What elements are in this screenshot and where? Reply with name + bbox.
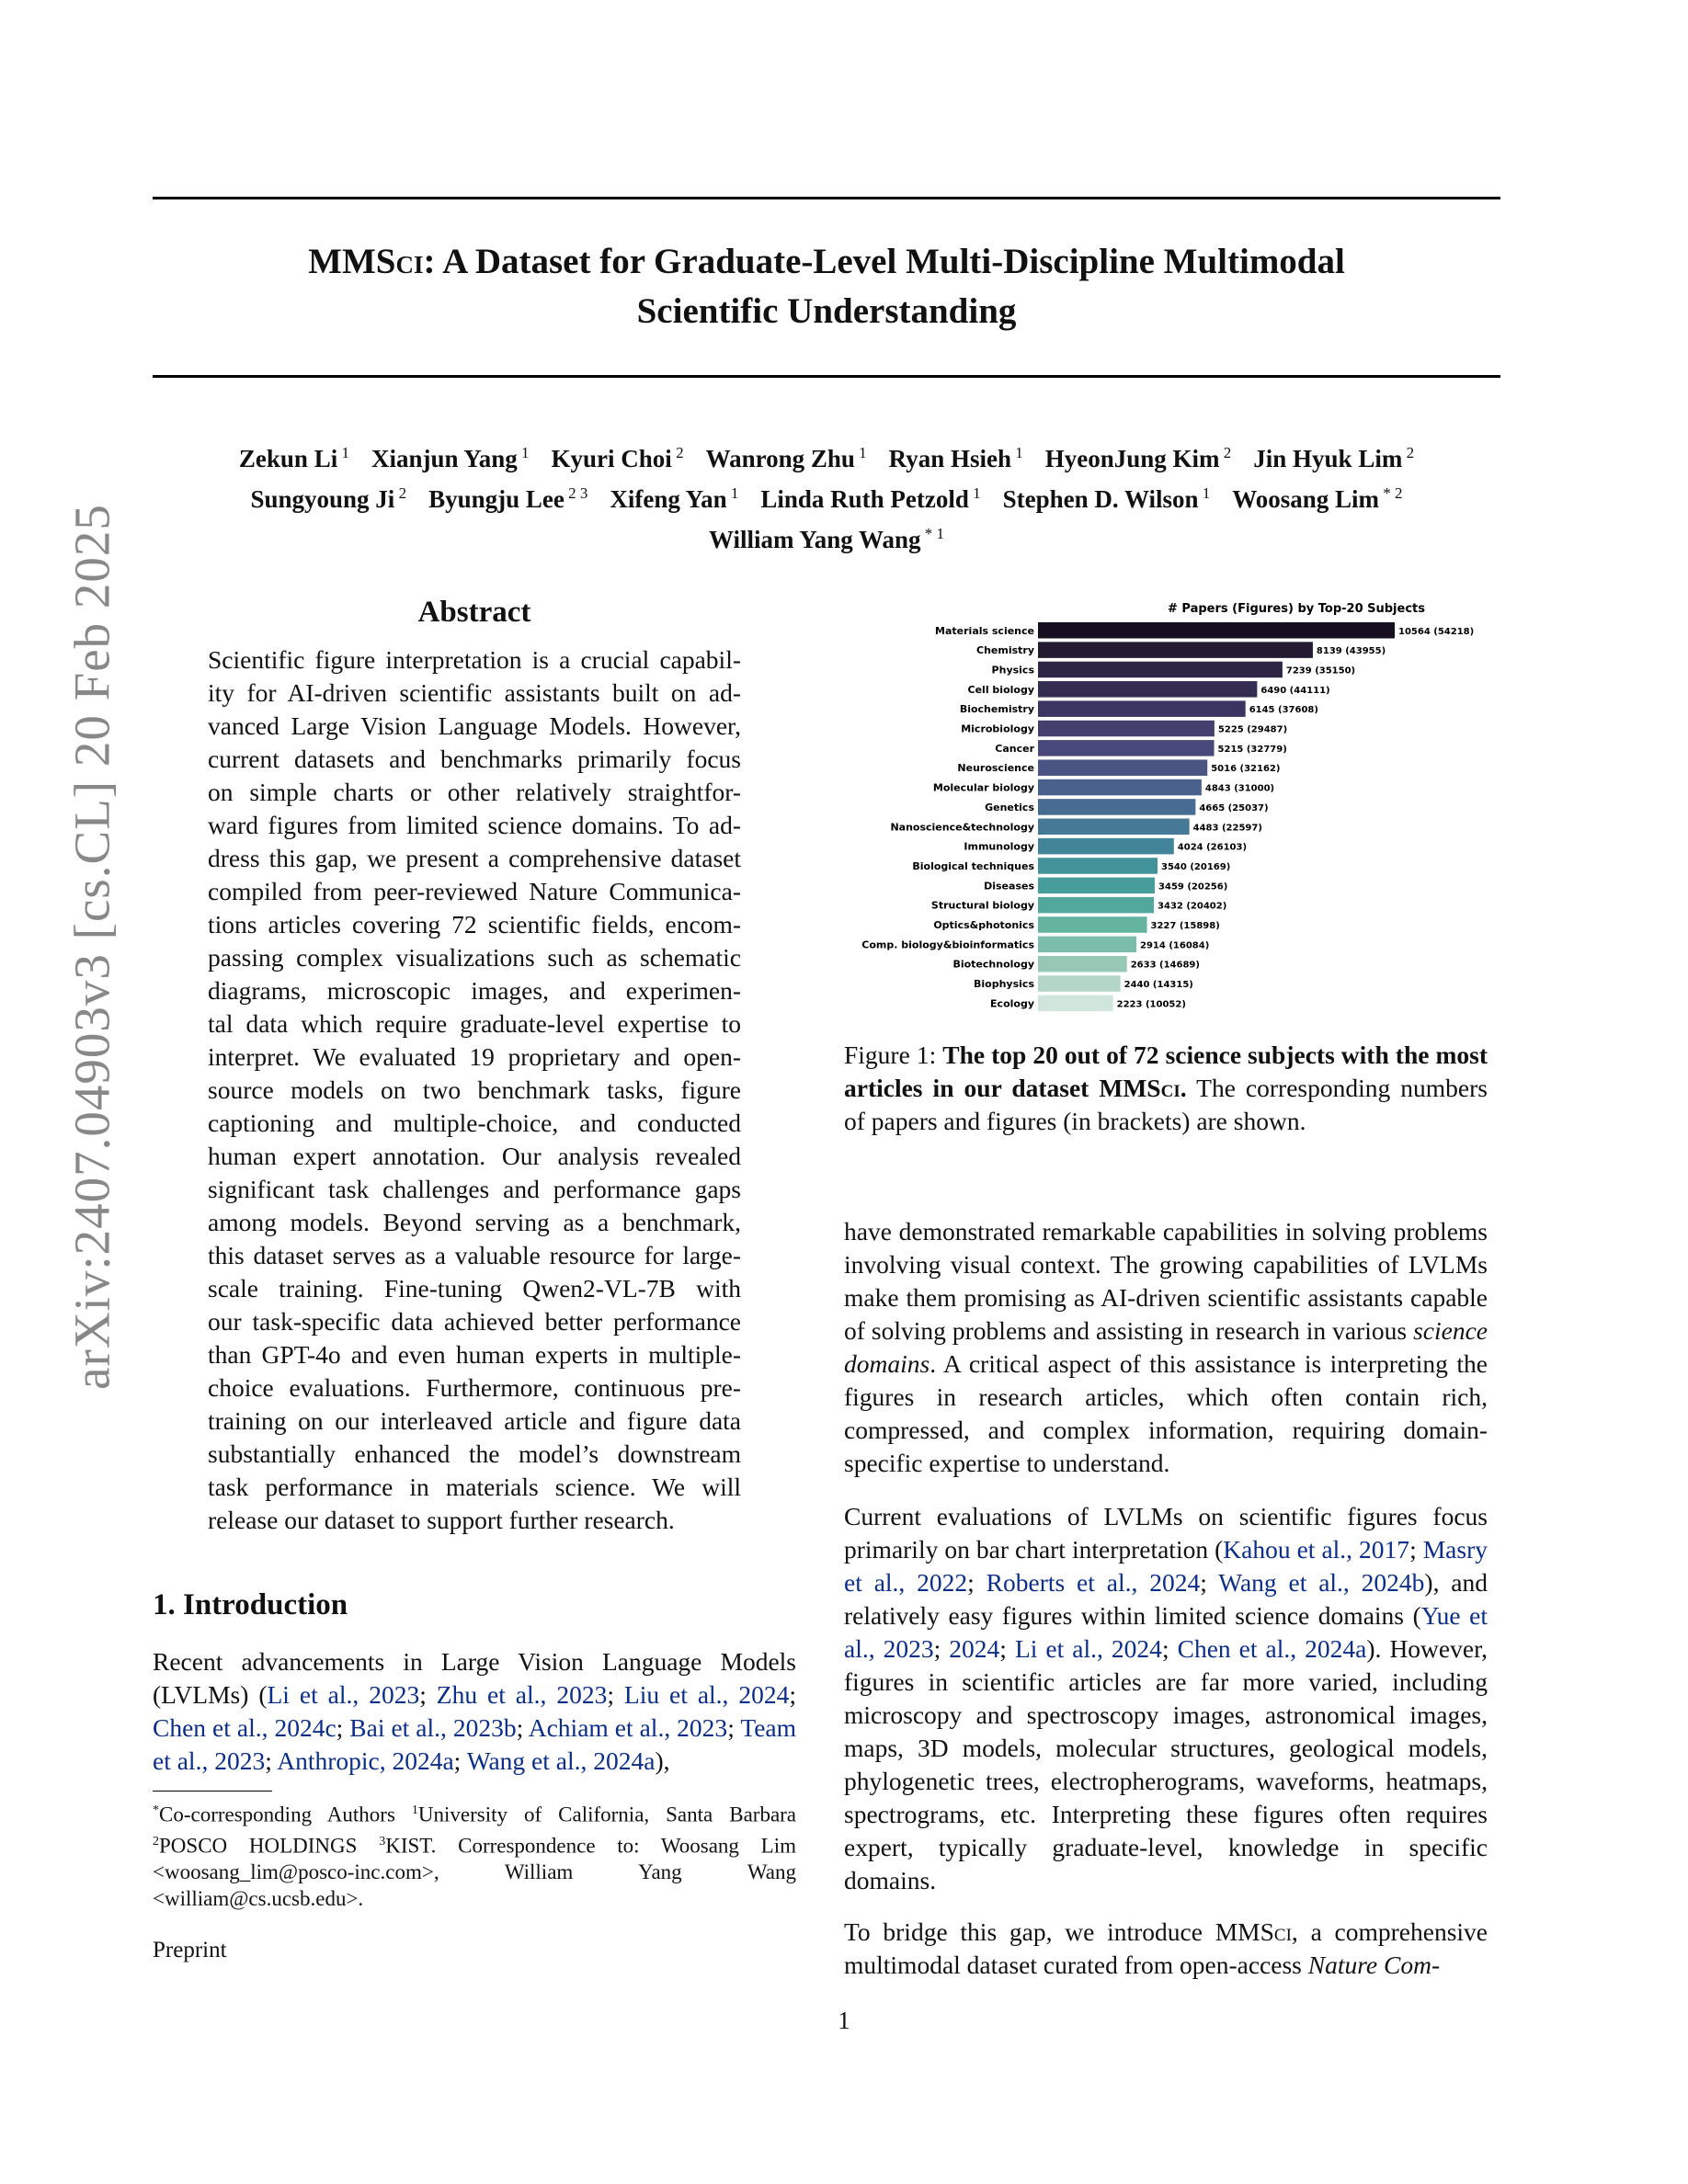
citation-link[interactable]: Li et al., 2024 — [1014, 1634, 1162, 1663]
chart-value-label: 3432 (20402) — [1158, 901, 1227, 912]
author-name: Wanrong Zhu $^1$ — [705, 444, 867, 472]
chart-bar — [1038, 622, 1395, 639]
introduction-paragraph: Recent advancements in Large Vision Language Models (LVLMs) (Li et al., 2023; Zhu et al., 2023; Liu et al., 2024; Chen et al., 2024c; Bai et al., 2023b; Achiam et al., 2023; Team et al., 2023; Anthropic, 2024a; Wang et al., 2024a), — [153, 1647, 797, 1775]
figure-caption: Figure 1: The top 20 out of 72 science subjects with the most articles in our dataset MMSci. The corresponding numbers of papers and figures (in brackets) are shown. — [844, 1041, 1488, 1135]
abstract-line: task performance in materials science. We will — [208, 1473, 741, 1501]
footnote-rule — [153, 1791, 272, 1792]
abstract-line: Scientific figure interpretation is a crucial capabil- — [208, 645, 741, 674]
chart-category-label: Genetics — [985, 801, 1034, 813]
chart-bar — [1038, 799, 1195, 815]
chart-category-label: Physics — [991, 664, 1034, 677]
chart-value-label: 2633 (14689) — [1130, 960, 1200, 971]
chart-value-label: 4483 (22597) — [1192, 823, 1262, 834]
chart-category-label: Cancer — [995, 742, 1034, 755]
abstract-line: among models. Beyond serving as a benchmark, — [208, 1208, 741, 1236]
author-name: Xianjun Yang $^1$ — [371, 444, 530, 472]
abstract-line: compiled from peer-reviewed Nature Communica- — [208, 877, 741, 905]
chart-value-label: 2914 (16084) — [1140, 940, 1210, 951]
citation-link[interactable]: Kahou et al., 2017 — [1223, 1535, 1410, 1564]
chart-category-label: Nanoscience&technology — [890, 821, 1034, 834]
preprint-label: Preprint — [153, 1938, 227, 1962]
abstract-line: captioning and multiple-choice, and conducted — [208, 1109, 741, 1137]
author-name: Xifeng Yan $^1$ — [610, 484, 739, 513]
citation-link[interactable]: Chen et al., 2024a — [1177, 1634, 1367, 1663]
abstract-line: diagrams, microscopic images, and experimen- — [208, 976, 741, 1005]
abstract-line: choice evaluations. Furthermore, continuous pre- — [208, 1373, 741, 1402]
abstract-line: ward figures from limited science domains. To ad- — [208, 811, 741, 839]
chart-title: # Papers (Figures) by Top-20 Subjects — [1168, 602, 1425, 616]
chart-bar — [1038, 759, 1207, 776]
citation-link[interactable]: Achiam et al., 2023 — [528, 1713, 728, 1742]
right-paragraph-1: have demonstrated remarkable capabilities in solving problems involving visual context. The growing capabilities of LVLMs make them promising as AI-driven scientific assistants capable of solving problems and assisting in research in various science domains. A critical aspect of this assistance is interpreting the figures in research articles, which often contain rich, compressed, and complex information, requiring domain-specific expertise to understand. — [844, 1217, 1488, 1477]
chart-category-label: Ecology — [990, 997, 1034, 1010]
abstract-line: on simple charts or other relatively straightfor- — [208, 778, 741, 806]
citation-link[interactable]: Anthropic, 2024a — [277, 1746, 454, 1775]
title-bottom-rule — [153, 375, 1500, 378]
chart-bar — [1038, 838, 1174, 855]
citation-link[interactable]: Masry et al., 2022 — [844, 1535, 1488, 1597]
author-name: Ryan Hsieh $^1$ — [888, 444, 1023, 472]
citation-link[interactable]: Zhu et al., 2023 — [436, 1680, 608, 1709]
chart-category-label: Biological techniques — [912, 859, 1034, 872]
chart-value-label: 4665 (25037) — [1199, 802, 1269, 813]
citation-link[interactable]: Team et al., 2023 — [153, 1713, 797, 1775]
chart-value-label: 2440 (14315) — [1123, 980, 1193, 991]
abstract-line: dress this gap, we present a comprehensive dataset — [208, 844, 741, 872]
chart-value-label: 4024 (26103) — [1177, 842, 1248, 853]
abstract-line: ity for AI-driven scientific assistants built on ad- — [208, 678, 741, 707]
chart-bar — [1038, 937, 1136, 953]
footnote: *Co-corresponding Authors $^1$University of California, Santa Barbara $^2$POSCO HOLDINGS $^3$KIST. Correspondence to: Woosang Lim <woosang_lim@posco-inc.com>, William Yang Wang <william@cs.ucsb.edu>. — [153, 1803, 797, 1911]
chart-bar — [1038, 721, 1215, 737]
citation-link[interactable]: Roberts et al., 2024 — [986, 1568, 1201, 1597]
chart-value-label: 10564 (54218) — [1398, 626, 1475, 637]
chart-value-label: 8139 (43955) — [1316, 646, 1386, 657]
chart-value-label: 5225 (29487) — [1217, 724, 1288, 735]
citation-link[interactable]: Wang et al., 2024b — [1218, 1568, 1425, 1597]
abstract-line: scale training. Fine-tuning Qwen2-VL-7B with — [208, 1274, 741, 1302]
chart-category-label: Biotechnology — [952, 958, 1034, 971]
abstract-line: source models on two benchmark tasks, figure — [208, 1075, 741, 1104]
chart-category-label: Chemistry — [976, 644, 1034, 657]
chart-bar — [1038, 878, 1155, 894]
abstract-line: this dataset serves as a valuable resource for large- — [208, 1241, 741, 1269]
citation-link[interactable]: Chen et al., 2024c — [153, 1713, 336, 1742]
chart-bar — [1038, 916, 1147, 933]
chart-value-label: 6490 (44111) — [1260, 685, 1330, 696]
chart-value-label: 3459 (20256) — [1158, 882, 1228, 893]
chart-bar — [1038, 681, 1257, 698]
author-name: Sungyoung Ji $^2$ — [250, 484, 407, 513]
chart-value-label: 4843 (31000) — [1204, 783, 1275, 794]
author-name: HyeonJung Kim $^2$ — [1044, 444, 1232, 472]
abstract-line: tions articles covering 72 scientific fields, encom- — [208, 910, 741, 938]
subjects-bar-chart — [832, 596, 1494, 1018]
citation-link[interactable]: Liu et al., 2024 — [623, 1680, 790, 1709]
right-paragraph-2: Current evaluations of LVLMs on scientific figures focus primarily on bar chart interpretation (Kahou et al., 2017; Masry et al., 2022; Roberts et al., 2024; Wang et al., 2024b), and relatively easy figures within limited science domains (Yue et al., 2023; 2024; Li et al., 2024; Chen et al., 2024a). However, figures in scientific articles are far more varied, including microscopy and spectroscopy images, astronomical images, maps, 3D models, molecular structures, geological models, phylogenetic trees, electropherograms, waveforms, heatmaps, spectrograms, etc. Interpreting these figures often requires expert, typically graduate-level, knowledge in specific domains. — [844, 1502, 1488, 1894]
author-list — [153, 436, 1500, 557]
chart-category-label: Microbiology — [961, 722, 1034, 735]
chart-value-label: 2223 (10052) — [1116, 999, 1186, 1010]
chart-category-label: Diseases — [984, 880, 1034, 893]
abstract-heading: Abstract — [417, 596, 531, 629]
abstract-line: human expert annotation. Our analysis revealed — [208, 1142, 741, 1170]
author-name: William Yang Wang $^{* 1}$ — [708, 525, 945, 553]
chart-bar — [1038, 779, 1202, 796]
chart-category-label: Materials science — [935, 624, 1034, 637]
arxiv-stamp: arXiv:2407.04903v3 [cs.CL] 20 Feb 2025 — [63, 504, 120, 1390]
citation-link[interactable]: 2024 — [949, 1634, 1000, 1663]
chart-bar — [1038, 858, 1158, 874]
chart-value-label: 5016 (32162) — [1211, 764, 1281, 775]
chart-bar — [1038, 700, 1246, 717]
chart-value-label: 7239 (35150) — [1285, 665, 1356, 677]
chart-bar — [1038, 740, 1215, 756]
abstract-line: current datasets and benchmarks primarily focus — [208, 745, 741, 773]
chart-category-label: Biophysics — [974, 978, 1034, 991]
right-paragraph-3: To bridge this gap, we introduce MMSci, a comprehensive multimodal dataset curated from open-access Nature Com- — [844, 1917, 1488, 1979]
abstract-line: significant task challenges and performance gaps — [208, 1175, 741, 1203]
abstract-line: interpret. We evaluated 19 proprietary and open- — [208, 1042, 741, 1071]
citation-link[interactable]: Bai et al., 2023b — [349, 1713, 517, 1742]
chart-value-label: 6145 (37608) — [1249, 705, 1318, 716]
chart-value-label: 5215 (32779) — [1217, 744, 1287, 755]
chart-value-label: 3540 (20169) — [1161, 861, 1231, 872]
chart-bar — [1038, 956, 1127, 973]
abstract-line: release our dataset to support further research. — [208, 1506, 675, 1534]
abstract-line: training on our interleaved article and figure data — [208, 1406, 741, 1435]
chart-category-label: Structural biology — [930, 899, 1034, 912]
title-top-rule — [153, 197, 1500, 199]
chart-category-label: Biochemistry — [959, 703, 1034, 716]
citation-link[interactable]: Yue et al., 2023 — [844, 1601, 1488, 1663]
citation-link[interactable]: Li et al., 2023 — [267, 1680, 420, 1709]
chart-bar — [1038, 819, 1190, 836]
abstract-line: than GPT-4o and even human experts in multiple- — [208, 1340, 741, 1369]
author-name: Kyuri Choi $^2$ — [551, 444, 684, 472]
paper-title: MMSci: A Dataset for Graduate-Level Multi-Discipline Multimodal Scientific Understanding — [308, 242, 1345, 331]
introduction-heading: 1. Introduction — [153, 1588, 348, 1621]
chart-category-label: Neuroscience — [957, 762, 1034, 775]
chart-bar — [1038, 995, 1113, 1012]
chart-bar — [1038, 897, 1154, 914]
chart-category-label: Optics&photonics — [933, 919, 1034, 931]
abstract-body — [208, 643, 741, 1537]
abstract-line: vanced Large Vision Language Models. However, — [208, 711, 741, 740]
author-name: Woosang Lim $^{* 2}$ — [1232, 484, 1403, 513]
chart-bar — [1038, 642, 1313, 658]
chart-category-label: Cell biology — [967, 683, 1034, 696]
chart-bar — [1038, 975, 1121, 992]
chart-bar — [1038, 662, 1283, 678]
chart-category-label: Molecular biology — [932, 781, 1034, 794]
chart-category-label: Immunology — [964, 840, 1034, 853]
abstract-line: our task-specific data achieved better performance — [208, 1307, 741, 1336]
author-name: Linda Ruth Petzold $^1$ — [760, 484, 981, 513]
author-name: Stephen D. Wilson $^1$ — [1002, 484, 1211, 513]
author-name: Zekun Li $^1$ — [238, 444, 349, 472]
chart-category-label: Comp. biology&bioinformatics — [861, 938, 1034, 951]
chart-value-label: 3227 (15898) — [1150, 921, 1220, 931]
author-name: Byungju Lee $^{2 3}$ — [428, 484, 588, 513]
page-number: 1 — [838, 2007, 850, 2034]
abstract-line: tal data which require graduate-level expertise to — [208, 1009, 741, 1038]
citation-link[interactable]: Wang et al., 2024a — [466, 1746, 656, 1775]
abstract-line: passing complex visualizations such as schematic — [208, 943, 741, 972]
author-name: Jin Hyuk Lim $^2$ — [1253, 444, 1415, 472]
abstract-line: substantially enhanced the model’s downstream — [208, 1439, 741, 1468]
